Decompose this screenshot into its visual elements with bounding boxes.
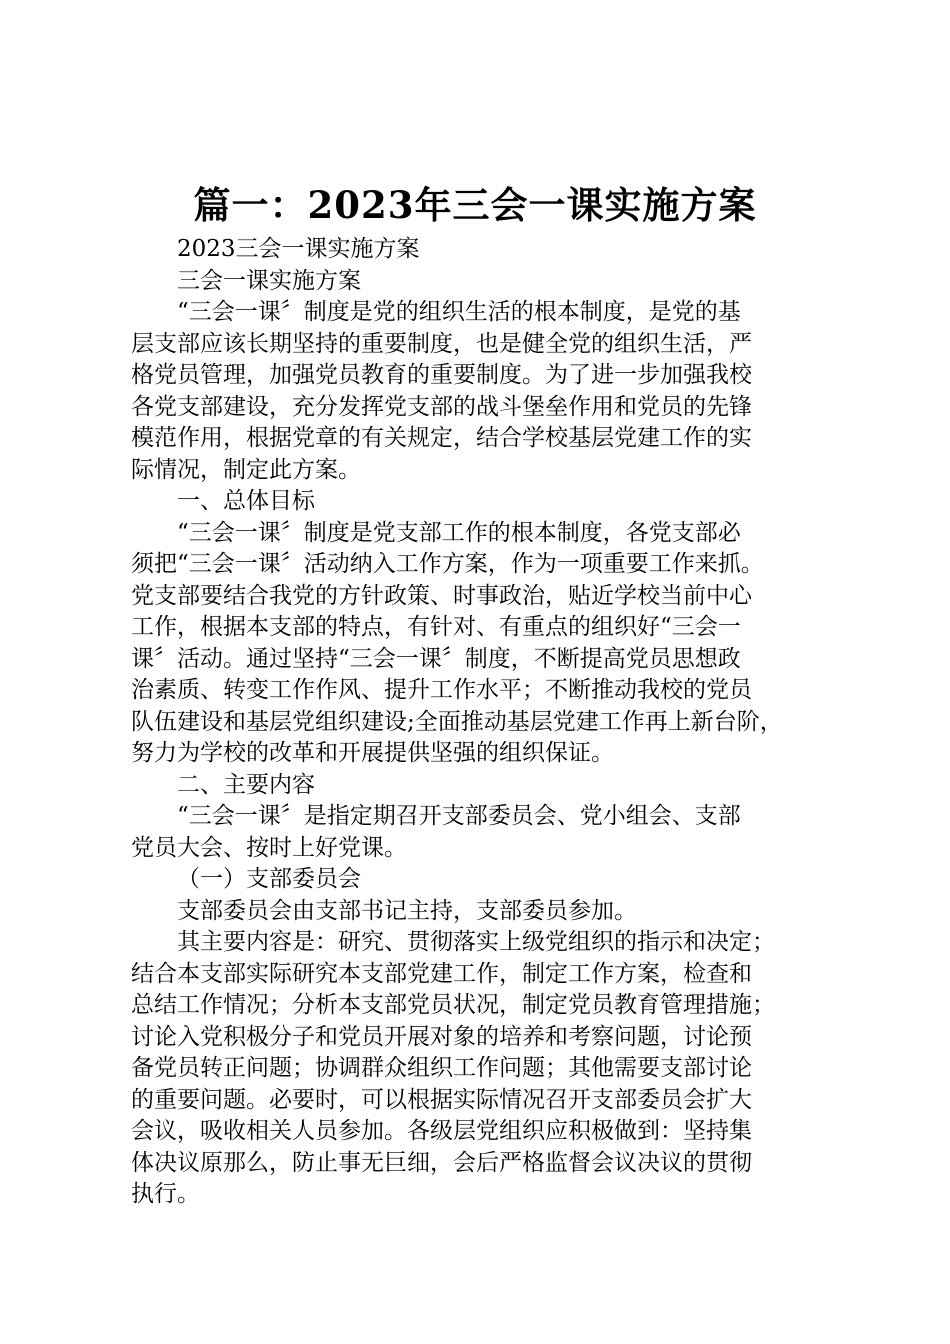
text-line: 队伍建设和基层党组织建设;全面推动基层党建工作再上新台阶， bbox=[131, 708, 783, 735]
text-line: 三会一课实施方案 bbox=[177, 267, 361, 294]
text-line: 模范作用，根据党章的有关规定，结合学校基层党建工作的实 bbox=[131, 425, 752, 451]
text-line: 会议，吸收相关人员参加。各级层党组织应积极做到：坚持集 bbox=[131, 1118, 752, 1144]
text-line: 备党员转正问题；协调群众组织工作问题；其他需要支部讨论 bbox=[131, 1055, 752, 1081]
text-line: 支部委员会由支部书记主持，支部委员参加。 bbox=[177, 897, 637, 924]
text-line: 总结工作情况；分析本支部党员状况，制定党员教育管理措施； bbox=[131, 992, 775, 1018]
text-line: 层支部应该长期坚持的重要制度，也是健全党的组织生活，严 bbox=[131, 330, 752, 357]
text-line: “三会一课〞是指定期召开支部委员会、党小组会、支部 bbox=[177, 803, 741, 829]
text-line: 的重要问题。必要时，可以根据实际情况召开支部委员会扩大 bbox=[131, 1086, 752, 1113]
document-body bbox=[131, 234, 821, 1211]
text-line: 二、主要内容 bbox=[177, 771, 315, 798]
document-title: 篇一：2023年三会一课实施方案 bbox=[193, 183, 757, 227]
text-line: 努力为学校的改革和开展提供坚强的组织保证。 bbox=[131, 740, 614, 766]
text-line: “三会一课〞制度是党支部工作的根本制度，各党支部必 bbox=[177, 519, 741, 546]
text-line: “三会一课〞制度是党的组织生活的根本制度，是党的基 bbox=[177, 299, 741, 325]
text-line: （一）支部委员会 bbox=[177, 866, 361, 892]
text-line: 党员大会、按时上好党课。 bbox=[131, 834, 407, 861]
text-line: 际情况，制定此方案。 bbox=[131, 456, 361, 483]
text-line: 格党员管理，加强党员教育的重要制度。为了进一步加强我校 bbox=[131, 362, 752, 388]
text-line: 党支部要结合我党的方针政策、时事政治，贴近学校当前中心 bbox=[131, 582, 752, 609]
text-line: 结合本支部实际研究本支部党建工作，制定工作方案，检查和 bbox=[131, 960, 752, 987]
text-line: 工作，根据本支部的特点，有针对、有重点的组织好“三会一 bbox=[131, 614, 741, 640]
text-line: 治素质、转变工作作风、提升工作水平；不断推动我校的党员 bbox=[131, 677, 752, 703]
text-line: 2023三会一课实施方案 bbox=[177, 236, 420, 262]
text-line: 各党支部建设，充分发挥党支部的战斗堡垒作用和党员的先锋 bbox=[131, 393, 752, 420]
text-line: 须把“三会一课〞活动纳入工作方案，作为一项重要工作来抓。 bbox=[131, 551, 764, 577]
text-line: 执行。 bbox=[131, 1181, 200, 1207]
text-line: 其主要内容是：研究、贯彻落实上级党组织的指示和决定； bbox=[177, 929, 775, 955]
text-line: 一、总体目标 bbox=[177, 488, 315, 514]
text-line: 讨论入党积极分子和党员开展对象的培养和考察问题，讨论预 bbox=[131, 1023, 752, 1050]
text-line: 体决议原那么，防止事无巨细，会后严格监督会议决议的贯彻 bbox=[131, 1149, 752, 1176]
text-line: 课〞活动。通过坚持“三会一课〞制度，不断提高党员思想政 bbox=[131, 645, 741, 672]
